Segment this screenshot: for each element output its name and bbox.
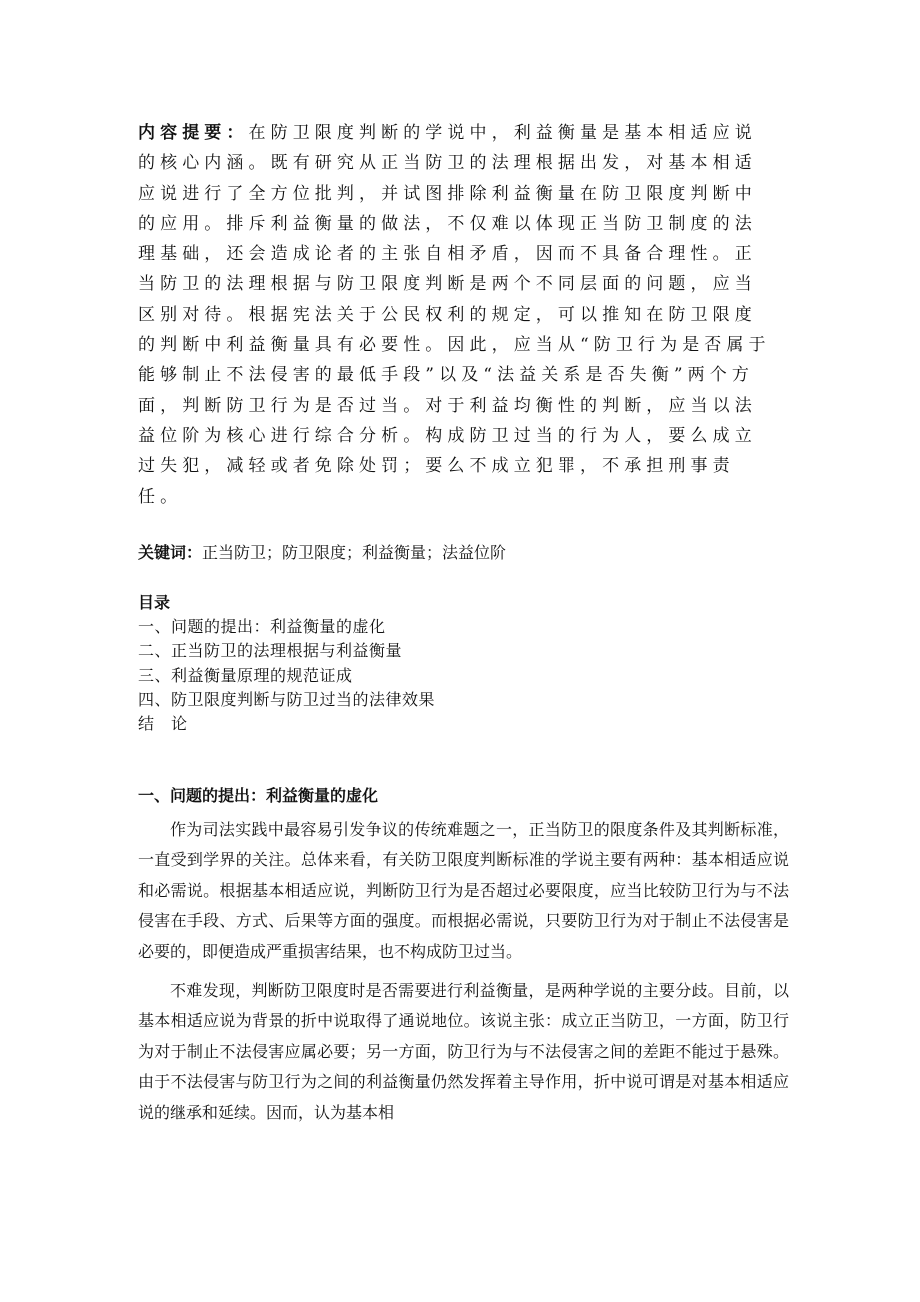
section-body	[138, 815, 789, 1128]
abstract-label: 内容提要：	[138, 123, 249, 143]
keywords-label: 关键词：	[138, 543, 203, 562]
body-paragraph: 作为司法实践中最容易引发争议的传统难题之一，正当防卫的限度条件及其判断标准，一直受到学界的关注。总体来看，有关防卫限度判断标准的学说主要有两种：基本相适应说和必需说。根据基本相适应说，判断防卫行为是否超过必要限度，应当比较防卫行为与不法侵害在手段、方式、后果等方面的强度。而根据必需说，只要防卫行为对于制止不法侵害是必要的，即便造成严重损害结果，也不构成防卫过当。	[138, 820, 789, 961]
body-paragraph: 不难发现，判断防卫限度时是否需要进行利益衡量，是两种学说的主要分歧。目前，以基本相适应说为背景的折中说取得了通说地位。该说主张：成立正当防卫，一方面，防卫行为对于制止不法侵害应属必要；另一方面，防卫行为与不法侵害之间的差距不能过于悬殊。由于不法侵害与防卫行为之间的利益衡量仍然发挥着主导作用，折中说可谓是对基本相适应说的继承和延续。因而，认为基本相	[138, 981, 789, 1122]
toc-item: 二、正当防卫的法理根据与利益衡量	[138, 641, 403, 661]
toc-item: 四、防卫限度判断与防卫过当的法律效果	[138, 689, 436, 709]
keywords-text: 正当防卫；防卫限度；利益衡量；法益位阶	[202, 543, 507, 562]
table-of-contents	[138, 591, 435, 736]
toc-item: 一、问题的提出：利益衡量的虚化	[138, 617, 386, 637]
toc-item: 三、利益衡量原理的规范证成	[138, 665, 353, 685]
keywords-line	[138, 541, 506, 565]
toc-item: 结 论	[138, 714, 188, 734]
abstract-text: 在防卫限度判断的学说中，利益衡量是基本相适应说的核心内涵。既有研究从正当防卫的法理根据出发，对基本相适应说进行了全方位批判，并试图排除利益衡量在防卫限度判断中的应用。排斥利益衡量的做法，不仅难以体现正当防卫制度的法理基础，还会造成论者的主张自相矛盾，因而不具备合理性。正当防卫的法理根据与防卫限度判断是两个不同层面的问题，应当区别对待。根据宪法关于公民权利的规定，可以推知在防卫限度的判断中利益衡量具有必要性。因此，应当从“防卫行为是否属于能够制止不法侵害的最低手段”以及“法益关系是否失衡”两个方面，判断防卫行为是否过当。对于利益均衡性的判断，应当以法益位阶为核心进行综合分析。构成防卫过当的行为人，要么成立过失犯，减轻或者免除处罚；要么不成立犯罪，不承担刑事责任。	[138, 123, 771, 507]
toc-title: 目录	[138, 593, 171, 612]
abstract-paragraph	[138, 118, 778, 512]
section-heading: 一、问题的提出：利益衡量的虚化	[138, 786, 379, 805]
